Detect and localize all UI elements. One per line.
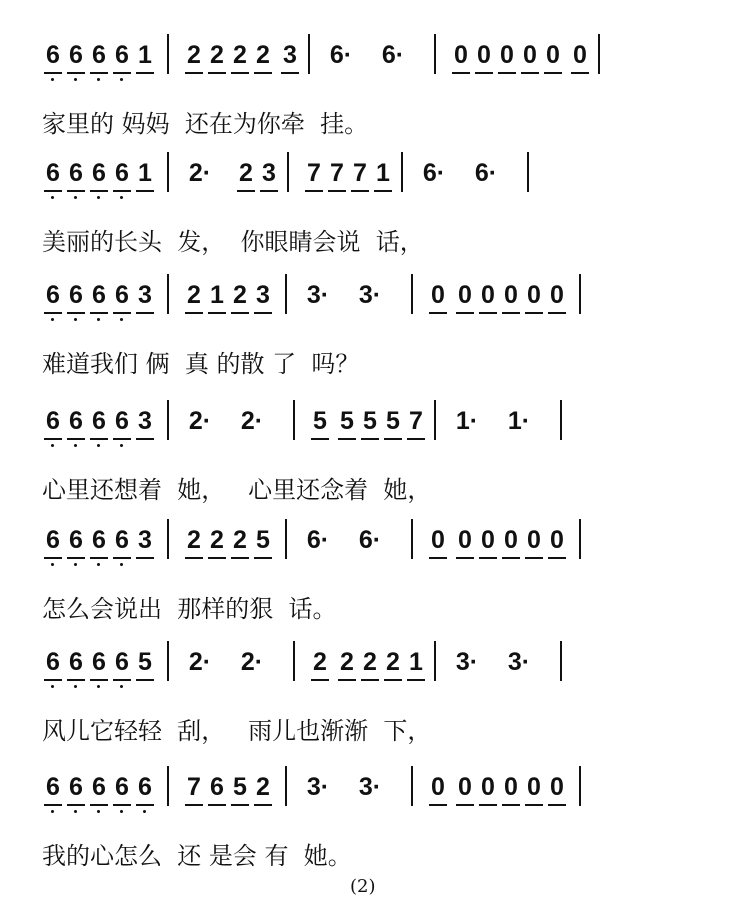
beam-line xyxy=(502,312,520,314)
note: 6 xyxy=(46,159,60,187)
beam-line xyxy=(311,679,329,681)
beam-line xyxy=(231,72,249,74)
note: 0 xyxy=(458,773,472,801)
note: 2 xyxy=(239,159,253,187)
beam-line xyxy=(67,557,85,559)
beam-line xyxy=(548,312,566,314)
beam-line xyxy=(456,804,474,806)
note: 2 xyxy=(210,526,224,554)
note: 6 xyxy=(115,407,129,435)
barline xyxy=(285,274,287,314)
note: 7 xyxy=(409,407,423,435)
beam-line xyxy=(67,72,85,74)
low-octave-dot xyxy=(51,196,54,199)
low-octave-dot xyxy=(97,78,100,81)
note: 7 xyxy=(187,773,201,801)
note: 2· xyxy=(188,159,212,187)
barline xyxy=(560,400,562,440)
note: 2 xyxy=(363,648,377,676)
note: 0 xyxy=(546,41,560,69)
beam-line xyxy=(479,557,497,559)
note: 2 xyxy=(386,648,400,676)
note: 6 xyxy=(69,773,83,801)
low-octave-dot xyxy=(120,810,123,813)
beam-line xyxy=(90,312,108,314)
beam-line xyxy=(113,312,131,314)
beam-line xyxy=(502,557,520,559)
note: 2 xyxy=(256,41,270,69)
note: 0 xyxy=(527,281,541,309)
beam-line xyxy=(311,438,329,440)
barline xyxy=(285,519,287,559)
beam-line xyxy=(374,190,392,192)
barline xyxy=(167,641,169,681)
low-octave-dot xyxy=(74,78,77,81)
low-octave-dot xyxy=(120,78,123,81)
system-6 xyxy=(0,637,744,757)
low-octave-dot xyxy=(97,318,100,321)
note: 6 xyxy=(69,648,83,676)
beam-line xyxy=(113,72,131,74)
barline xyxy=(167,400,169,440)
note: 2· xyxy=(188,407,212,435)
beam-line xyxy=(361,679,379,681)
beam-line xyxy=(525,557,543,559)
barline xyxy=(434,641,436,681)
barline xyxy=(411,274,413,314)
low-octave-dot xyxy=(74,318,77,321)
note: 2 xyxy=(233,281,247,309)
note: 6 xyxy=(92,773,106,801)
notation-row xyxy=(0,762,744,837)
note: 5 xyxy=(340,407,354,435)
note: 6 xyxy=(138,773,152,801)
note: 6 xyxy=(92,159,106,187)
beam-line xyxy=(521,72,539,74)
beam-line xyxy=(429,312,447,314)
notation-row xyxy=(0,515,744,590)
low-octave-dot xyxy=(120,444,123,447)
low-octave-dot xyxy=(74,563,77,566)
low-octave-dot xyxy=(74,685,77,688)
note: 5 xyxy=(363,407,377,435)
beam-line xyxy=(429,557,447,559)
note: 6 xyxy=(69,526,83,554)
note: 0 xyxy=(454,41,468,69)
lyric-line: 风儿它轻轻 刮， 雨儿也渐渐 下， xyxy=(42,717,432,745)
beam-line xyxy=(548,804,566,806)
beam-line xyxy=(90,190,108,192)
note: 3 xyxy=(138,407,152,435)
beam-line xyxy=(44,72,62,74)
note: 0 xyxy=(550,773,564,801)
beam-line xyxy=(136,557,154,559)
low-octave-dot xyxy=(120,196,123,199)
beam-line xyxy=(260,190,278,192)
note: 0 xyxy=(504,281,518,309)
beam-line xyxy=(185,72,203,74)
note: 6 xyxy=(92,281,106,309)
note: 0 xyxy=(523,41,537,69)
note: 3· xyxy=(306,281,330,309)
beam-line xyxy=(67,438,85,440)
barline xyxy=(579,766,581,806)
note: 6 xyxy=(69,281,83,309)
beam-line xyxy=(502,804,520,806)
beam-line xyxy=(479,804,497,806)
beam-line xyxy=(525,804,543,806)
beam-line xyxy=(136,312,154,314)
note: 3 xyxy=(138,526,152,554)
beam-line xyxy=(479,312,497,314)
note: 2 xyxy=(233,41,247,69)
beam-line xyxy=(44,804,62,806)
beam-line xyxy=(136,679,154,681)
barline xyxy=(293,400,295,440)
barline xyxy=(434,34,436,74)
beam-line xyxy=(361,438,379,440)
note: 2 xyxy=(187,526,201,554)
note: 1 xyxy=(376,159,390,187)
barline xyxy=(434,400,436,440)
beam-line xyxy=(407,438,425,440)
low-octave-dot xyxy=(97,685,100,688)
barline xyxy=(285,766,287,806)
beam-line xyxy=(498,72,516,74)
beam-line xyxy=(44,679,62,681)
note: 0 xyxy=(481,526,495,554)
note: 6 xyxy=(210,773,224,801)
barline xyxy=(167,766,169,806)
page-number: (2) xyxy=(350,876,376,897)
beam-line xyxy=(44,190,62,192)
note: 0 xyxy=(477,41,491,69)
note: 6 xyxy=(46,41,60,69)
beam-line xyxy=(208,72,226,74)
beam-line xyxy=(525,312,543,314)
note: 3· xyxy=(306,773,330,801)
note: 2 xyxy=(313,648,327,676)
beam-line xyxy=(548,557,566,559)
beam-line xyxy=(113,190,131,192)
note: 1· xyxy=(507,407,531,435)
note: 6· xyxy=(358,526,382,554)
note: 6 xyxy=(115,41,129,69)
beam-line xyxy=(429,804,447,806)
low-octave-dot xyxy=(97,810,100,813)
beam-line xyxy=(237,190,255,192)
barline xyxy=(579,519,581,559)
low-octave-dot xyxy=(97,196,100,199)
beam-line xyxy=(113,557,131,559)
note: 7 xyxy=(330,159,344,187)
beam-line xyxy=(185,312,203,314)
barline xyxy=(401,152,403,192)
note: 1 xyxy=(409,648,423,676)
note: 2· xyxy=(188,648,212,676)
note: 0 xyxy=(500,41,514,69)
note: 0 xyxy=(573,41,587,69)
note: 0 xyxy=(504,773,518,801)
beam-line xyxy=(571,72,589,74)
low-octave-dot xyxy=(74,196,77,199)
beam-line xyxy=(338,679,356,681)
beam-line xyxy=(208,312,226,314)
note: 3 xyxy=(256,281,270,309)
beam-line xyxy=(136,190,154,192)
note: 0 xyxy=(527,773,541,801)
beam-line xyxy=(254,557,272,559)
note: 6 xyxy=(69,159,83,187)
lyric-line: 家里的 妈妈 还在为你牵 挂。 xyxy=(42,110,369,138)
beam-line xyxy=(328,190,346,192)
note: 7 xyxy=(353,159,367,187)
barline xyxy=(579,274,581,314)
notation-row xyxy=(0,396,744,471)
note: 6 xyxy=(115,159,129,187)
beam-line xyxy=(67,312,85,314)
note: 0 xyxy=(431,773,445,801)
notation-row xyxy=(0,270,744,345)
note: 5 xyxy=(256,526,270,554)
beam-line xyxy=(208,557,226,559)
note: 6 xyxy=(92,41,106,69)
note: 3· xyxy=(358,773,382,801)
note: 6 xyxy=(69,41,83,69)
beam-line xyxy=(67,190,85,192)
beam-line xyxy=(185,557,203,559)
lyric-line: 美丽的长头 发， 你眼睛会说 话， xyxy=(42,228,424,256)
note: 2 xyxy=(340,648,354,676)
note: 6· xyxy=(306,526,330,554)
note: 5 xyxy=(313,407,327,435)
low-octave-dot xyxy=(97,563,100,566)
beam-line xyxy=(90,557,108,559)
low-octave-dot xyxy=(97,444,100,447)
barline xyxy=(287,152,289,192)
barline xyxy=(598,34,600,74)
note: 5 xyxy=(233,773,247,801)
note: 2 xyxy=(256,773,270,801)
beam-line xyxy=(452,72,470,74)
beam-line xyxy=(67,679,85,681)
beam-line xyxy=(90,804,108,806)
low-octave-dot xyxy=(120,563,123,566)
beam-line xyxy=(90,679,108,681)
note: 6 xyxy=(46,281,60,309)
lyric-line: 心里还想着 她， 心里还念着 她， xyxy=(42,476,432,504)
note: 6 xyxy=(69,407,83,435)
barline xyxy=(167,519,169,559)
system-3 xyxy=(0,270,744,390)
note: 6 xyxy=(115,773,129,801)
note: 0 xyxy=(550,281,564,309)
barline xyxy=(308,34,310,74)
beam-line xyxy=(90,438,108,440)
system-4 xyxy=(0,396,744,516)
note: 6 xyxy=(46,773,60,801)
system-2 xyxy=(0,148,744,268)
low-octave-dot xyxy=(143,810,146,813)
note: 0 xyxy=(458,281,472,309)
low-octave-dot xyxy=(51,318,54,321)
note: 6· xyxy=(329,41,353,69)
note: 6 xyxy=(92,526,106,554)
note: 0 xyxy=(481,773,495,801)
low-octave-dot xyxy=(51,563,54,566)
note: 0 xyxy=(481,281,495,309)
beam-line xyxy=(384,679,402,681)
note: 1 xyxy=(138,41,152,69)
note: 5 xyxy=(386,407,400,435)
note: 2· xyxy=(240,648,264,676)
beam-line xyxy=(67,804,85,806)
beam-line xyxy=(113,679,131,681)
note: 0 xyxy=(504,526,518,554)
barline xyxy=(527,152,529,192)
lyric-line: 难道我们 俩 真 的散 了 吗？ xyxy=(42,350,360,378)
system-7 xyxy=(0,762,744,882)
low-octave-dot xyxy=(51,685,54,688)
note: 2 xyxy=(233,526,247,554)
note: 3 xyxy=(262,159,276,187)
low-octave-dot xyxy=(120,318,123,321)
low-octave-dot xyxy=(74,810,77,813)
beam-line xyxy=(254,804,272,806)
beam-line xyxy=(254,312,272,314)
note: 2 xyxy=(210,41,224,69)
system-5 xyxy=(0,515,744,635)
note: 6 xyxy=(46,526,60,554)
note: 0 xyxy=(431,281,445,309)
beam-line xyxy=(384,438,402,440)
note: 6· xyxy=(422,159,446,187)
beam-line xyxy=(208,804,226,806)
system-1 xyxy=(0,30,744,150)
beam-line xyxy=(136,72,154,74)
beam-line xyxy=(231,804,249,806)
beam-line xyxy=(407,679,425,681)
note: 6 xyxy=(92,648,106,676)
note: 1 xyxy=(210,281,224,309)
beam-line xyxy=(475,72,493,74)
beam-line xyxy=(305,190,323,192)
beam-line xyxy=(456,557,474,559)
low-octave-dot xyxy=(51,810,54,813)
barline xyxy=(167,274,169,314)
note: 6 xyxy=(115,526,129,554)
beam-line xyxy=(136,804,154,806)
note: 0 xyxy=(431,526,445,554)
note: 6 xyxy=(46,407,60,435)
lyric-line: 我的心怎么 还 是会 有 她。 xyxy=(42,842,352,870)
note: 3· xyxy=(455,648,479,676)
beam-line xyxy=(254,72,272,74)
note: 3· xyxy=(358,281,382,309)
note: 6 xyxy=(115,648,129,676)
note: 0 xyxy=(527,526,541,554)
note: 2 xyxy=(187,41,201,69)
barline xyxy=(560,641,562,681)
beam-line xyxy=(113,804,131,806)
beam-line xyxy=(544,72,562,74)
note: 7 xyxy=(307,159,321,187)
low-octave-dot xyxy=(120,685,123,688)
beam-line xyxy=(44,312,62,314)
beam-line xyxy=(113,438,131,440)
notation-row xyxy=(0,148,744,223)
note: 0 xyxy=(550,526,564,554)
note: 6· xyxy=(474,159,498,187)
beam-line xyxy=(338,438,356,440)
low-octave-dot xyxy=(51,444,54,447)
beam-line xyxy=(136,438,154,440)
note: 3· xyxy=(507,648,531,676)
note: 6 xyxy=(115,281,129,309)
notation-row xyxy=(0,30,744,105)
note: 3 xyxy=(283,41,297,69)
beam-line xyxy=(351,190,369,192)
notation-row xyxy=(0,637,744,712)
note: 6 xyxy=(46,648,60,676)
lyric-line: 怎么会说出 那样的狠 话。 xyxy=(42,595,337,623)
barline xyxy=(167,152,169,192)
beam-line xyxy=(231,312,249,314)
note: 6· xyxy=(381,41,405,69)
note: 5 xyxy=(138,648,152,676)
note: 0 xyxy=(458,526,472,554)
barline xyxy=(411,519,413,559)
beam-line xyxy=(281,72,299,74)
barline xyxy=(411,766,413,806)
note: 2· xyxy=(240,407,264,435)
beam-line xyxy=(185,804,203,806)
low-octave-dot xyxy=(74,444,77,447)
barline xyxy=(293,641,295,681)
note: 1· xyxy=(455,407,479,435)
beam-line xyxy=(90,72,108,74)
note: 2 xyxy=(187,281,201,309)
beam-line xyxy=(44,438,62,440)
low-octave-dot xyxy=(51,78,54,81)
beam-line xyxy=(456,312,474,314)
barline xyxy=(167,34,169,74)
beam-line xyxy=(44,557,62,559)
beam-line xyxy=(231,557,249,559)
note: 3 xyxy=(138,281,152,309)
note: 1 xyxy=(138,159,152,187)
note: 6 xyxy=(92,407,106,435)
